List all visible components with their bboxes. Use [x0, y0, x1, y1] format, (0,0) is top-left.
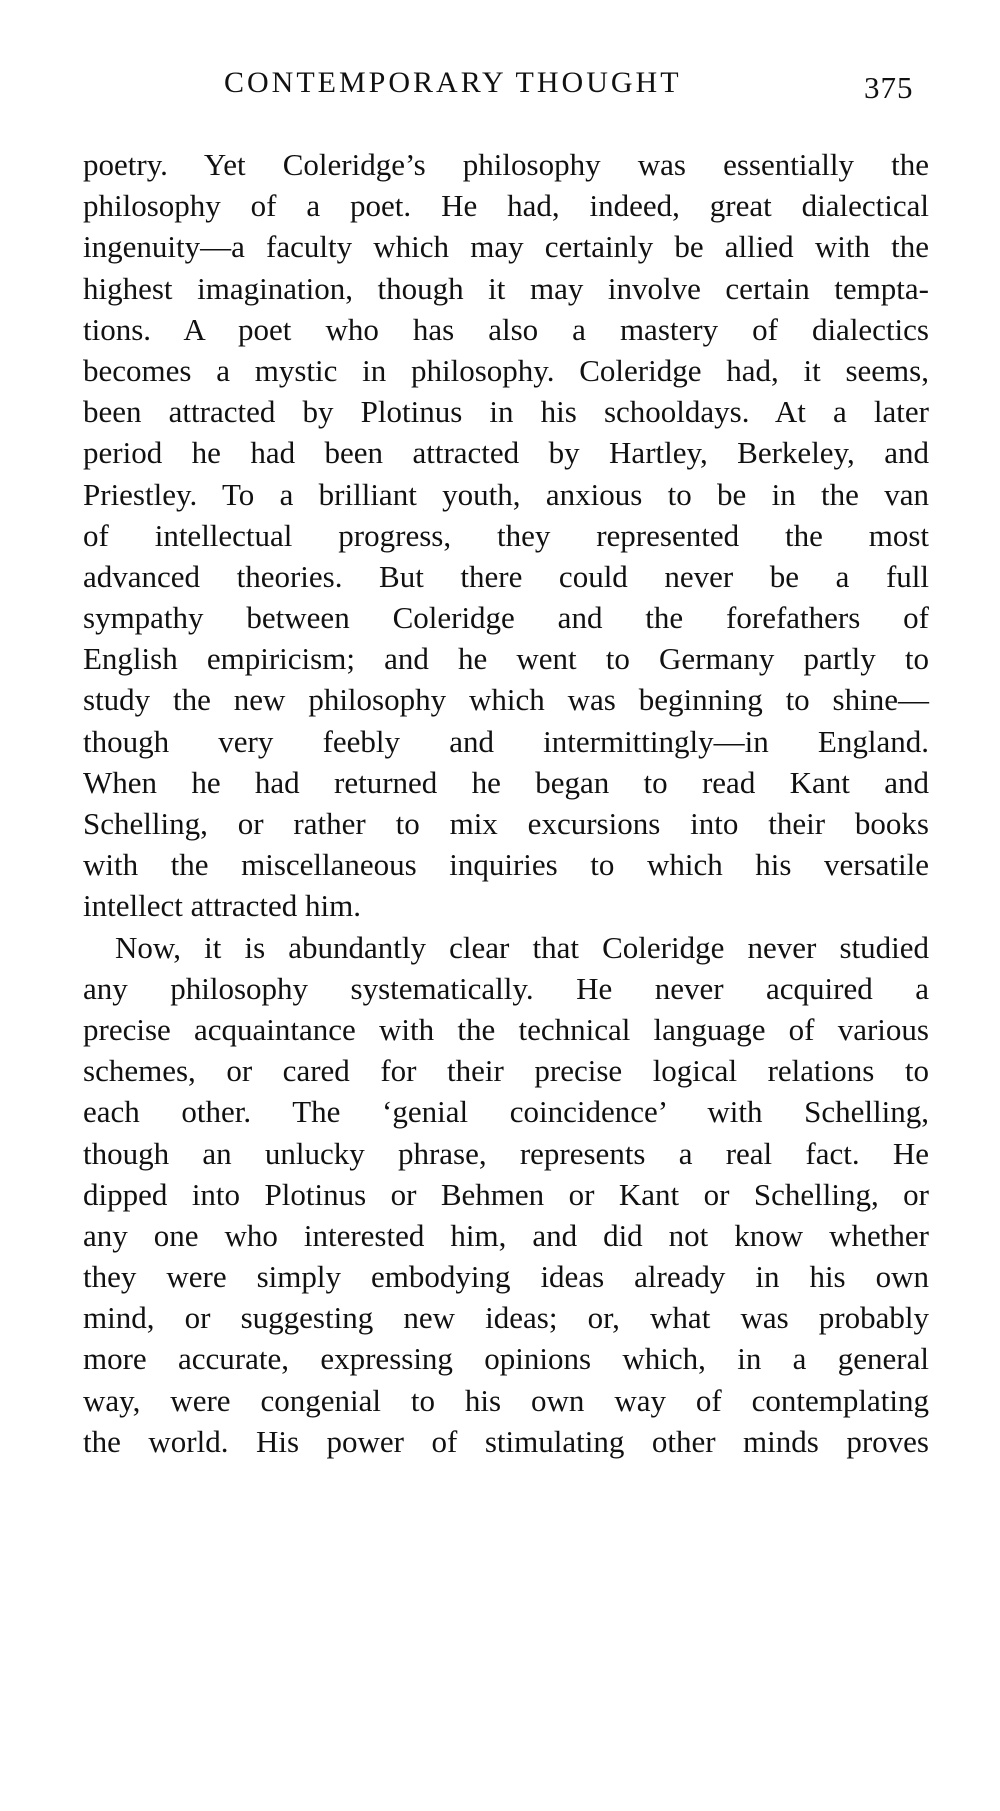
text-line: with the miscellaneous inquiries to which his versatile — [83, 847, 929, 883]
text-line: each other. The ‘genial coincidence’ with Schelling, — [83, 1094, 929, 1130]
text-line: any one who interested him, and did not know whether — [83, 1217, 929, 1253]
text-line: more accurate, expressing opinions which, in a general — [83, 1341, 929, 1377]
text-line: been attracted by Plotinus in his schooldays. At a later — [83, 394, 929, 430]
text-line: Now, it is abundantly clear that Coleridge never studied — [115, 929, 929, 965]
text-line: Priestley. To a brilliant youth, anxious to be in the van — [83, 476, 929, 512]
text-line: ingenuity—a faculty which may certainly be allied with the — [83, 229, 929, 265]
text-line: schemes, or cared for their precise logical relations to — [83, 1053, 929, 1089]
text-line: advanced theories. But there could never be a full — [83, 558, 929, 594]
text-line: philosophy of a poet. He had, indeed, great dialectical — [83, 188, 929, 224]
text-line: mind, or suggesting new ideas; or, what was probably — [83, 1300, 929, 1336]
text-line: tions. A poet who has also a mastery of dialectics — [83, 311, 929, 347]
text-line: dipped into Plotinus or Behmen or Kant or Schelling, or — [83, 1176, 929, 1212]
text-line: becomes a mystic in philosophy. Coleridge had, it seems, — [83, 352, 929, 388]
paragraph — [83, 927, 929, 1462]
text-line: any philosophy systematically. He never acquired a — [83, 970, 929, 1006]
text-line: Schelling, or rather to mix excursions into their books — [83, 806, 929, 841]
text-line: poetry. Yet Coleridge’s philosophy was essentially the — [83, 147, 929, 182]
paragraph — [83, 144, 929, 927]
text-line: sympathy between Coleridge and the forefathers of — [83, 600, 929, 636]
text-line: the world. His power of stimulating other minds proves — [83, 1423, 929, 1459]
page-number: 375 — [864, 70, 914, 105]
text-line: When he had returned he began to read Kant and — [83, 764, 929, 800]
text-line: of intellectual progress, they represented the most — [83, 517, 929, 553]
text-line: though very feebly and intermittingly—in England. — [83, 723, 929, 759]
text-line: English empiricism; and he went to Germany partly to — [83, 641, 929, 677]
text-line: study the new philosophy which was beginning to shine— — [83, 682, 929, 718]
body-text — [83, 144, 929, 1462]
text-line: highest imagination, though it may involve certain tempta- — [83, 270, 929, 306]
text-line: they were simply embodying ideas already in his own — [83, 1259, 929, 1295]
text-line: way, were congenial to his own way of contemplating — [83, 1382, 929, 1418]
running-title: CONTEMPORARY THOUGHT — [224, 66, 682, 99]
text-line: period he had been attracted by Hartley, Berkeley, and — [83, 435, 929, 471]
text-line: precise acquaintance with the technical language of various — [83, 1011, 929, 1047]
text-line: intellect attracted him. — [83, 888, 362, 924]
text-line: though an unlucky phrase, represents a real fact. He — [83, 1135, 929, 1171]
